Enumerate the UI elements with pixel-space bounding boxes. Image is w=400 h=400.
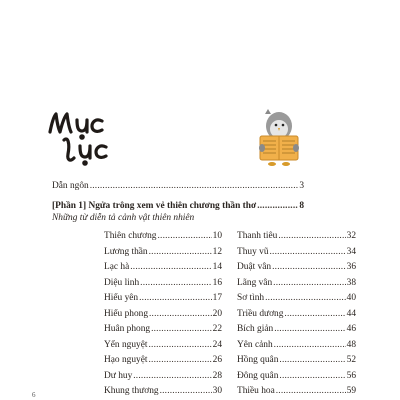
toc-entry[interactable] (237, 246, 356, 258)
dot-leader (149, 246, 212, 258)
toc-entry-label: Yên cảnh (237, 339, 273, 350)
toc-entry-page: 40 (346, 293, 356, 303)
toc-part-subtitle: Những từ diễn tả cảnh vật thiên nhiên (52, 213, 195, 223)
toc-entry-page: 12 (212, 246, 222, 257)
toc-entry-label: Hiểu yên (104, 293, 139, 303)
toc-entry[interactable] (104, 339, 222, 351)
toc-entry-label: Sơ tình (237, 293, 265, 303)
toc-entry-page: 46 (346, 324, 356, 334)
toc-entry-label: Thanh tiêu (237, 231, 278, 241)
toc-entry-label: Diệu linh (104, 277, 140, 288)
toc-entry-page: 16 (212, 277, 222, 288)
dot-leader (274, 323, 345, 335)
dot-leader (273, 277, 345, 289)
toc-entry[interactable] (104, 230, 222, 242)
toc-entry-page: 22 (212, 324, 222, 334)
dot-leader (284, 308, 345, 320)
toc-entry-label: Hiểu phong (104, 308, 149, 319)
dot-leader (279, 370, 345, 382)
toc-part-page: 8 (299, 201, 304, 211)
toc-entry-label: Triều dương (237, 308, 284, 319)
toc-entry-page: 3 (299, 181, 304, 191)
toc-entry-label: Đông quân (237, 370, 279, 381)
toc-entry-intro[interactable] (52, 180, 304, 192)
toc-entry[interactable] (237, 323, 356, 335)
dot-leader (270, 246, 346, 258)
dot-leader (139, 292, 212, 304)
dot-leader (276, 385, 346, 397)
toc-entry[interactable] (237, 339, 356, 351)
toc-entry-page: 26 (212, 355, 222, 365)
toc-entry-page: 44 (346, 308, 356, 319)
dot-leader (272, 261, 346, 273)
dot-leader (133, 370, 211, 382)
toc-entry-page: 32 (346, 231, 356, 241)
dot-leader (279, 354, 345, 366)
toc-heading-calligraphy (46, 102, 138, 168)
toc-entry[interactable] (104, 308, 222, 320)
toc-entry-label: Dư huy (104, 370, 133, 381)
toc-entry-label: Khung thương (104, 386, 159, 396)
toc-entry-label: Duật vân (237, 262, 272, 272)
toc-entry[interactable] (104, 246, 222, 258)
toc-entry[interactable] (237, 354, 356, 366)
toc-entry-label: Bích giản (237, 324, 274, 334)
toc-entry-label: Lương thần (104, 246, 148, 257)
dot-leader (148, 354, 211, 366)
toc-entry[interactable] (237, 308, 356, 320)
toc-entry[interactable] (237, 230, 356, 242)
toc-entry-page: 34 (346, 246, 356, 257)
toc-entry-label: Hạo nguyệt (104, 355, 148, 365)
reading-penguin-icon (252, 106, 304, 168)
toc-entry[interactable] (104, 277, 222, 289)
toc-entry-page: 20 (212, 308, 222, 319)
toc-entry[interactable] (237, 385, 356, 397)
page-number: 6 (32, 391, 36, 399)
dot-leader (157, 230, 211, 242)
toc-entry-page: 30 (212, 386, 222, 396)
toc-entry[interactable] (237, 277, 356, 289)
dot-leader (148, 339, 211, 351)
toc-entry-page: 24 (212, 339, 222, 350)
toc-entry-page: 28 (212, 370, 222, 381)
dot-leader (151, 323, 212, 335)
toc-entry[interactable] (237, 370, 356, 382)
toc-entry[interactable] (104, 370, 222, 382)
toc-entry[interactable] (237, 261, 356, 273)
toc-entry-page: 56 (346, 370, 356, 381)
toc-entry[interactable] (104, 354, 222, 366)
toc-entry-page: 59 (346, 386, 356, 396)
dot-leader (274, 339, 346, 351)
toc-entry-label: Huân phong (104, 324, 151, 334)
toc-entry-page: 36 (346, 262, 356, 272)
toc-entry-part-1[interactable] (52, 200, 304, 212)
toc-entry-page: 14 (212, 262, 222, 272)
toc-entry-label: Hồng quân (237, 355, 279, 365)
toc-entry-page: 17 (212, 293, 222, 303)
dot-leader (257, 200, 298, 212)
toc-entry[interactable] (237, 292, 356, 304)
toc-entry-page: 10 (212, 231, 222, 241)
dot-leader (130, 261, 211, 273)
toc-entry[interactable] (104, 292, 222, 304)
dot-leader (149, 308, 212, 320)
toc-entry-label: Lãng vân (237, 277, 273, 288)
dot-leader (265, 292, 346, 304)
toc-entry[interactable] (104, 261, 222, 273)
toc-entry-label: Thiên chương (104, 231, 157, 241)
dot-leader (160, 385, 212, 397)
toc-entry-label: Thiều hoa (237, 386, 275, 396)
toc-entry-label: Dẫn ngôn (52, 181, 89, 191)
toc-entry-page: 38 (346, 277, 356, 288)
toc-entry[interactable] (104, 385, 222, 397)
toc-entry-page: 48 (346, 339, 356, 350)
toc-entry-label: Yển nguyệt (104, 339, 148, 350)
toc-entry-page: 52 (346, 355, 356, 365)
dot-leader (278, 230, 345, 242)
toc-entry-label: Thuy vũ (237, 246, 269, 257)
dot-leader (140, 277, 211, 289)
toc-part-label: [Phần 1] Ngửa trông xem vẻ thiên chương thần thơ (52, 201, 257, 211)
toc-entry[interactable] (104, 323, 222, 335)
dot-leader (90, 180, 299, 192)
toc-entry-label: Lạc hà (104, 262, 130, 272)
